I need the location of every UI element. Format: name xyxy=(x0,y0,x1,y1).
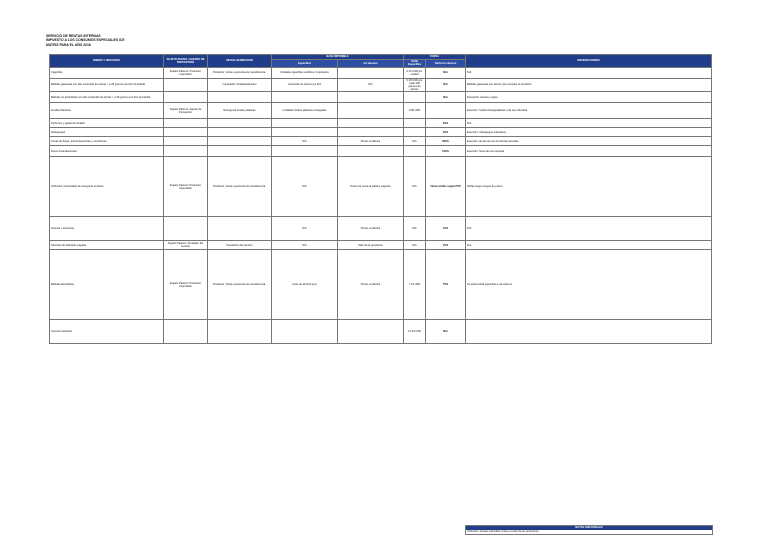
col-base-adv: Ad valorem xyxy=(338,59,404,67)
cell-bien: Aviones y avionetas xyxy=(50,217,164,241)
cell-tarifa-adv: N/A xyxy=(426,92,466,103)
cell-base-adv xyxy=(338,320,404,344)
cell-tarifa-adv: 300% xyxy=(426,137,466,146)
cell-hecho: Productor: Venta a personas de transferencia. xyxy=(208,67,272,78)
cell-tarifa-esp xyxy=(404,146,426,157)
table-row xyxy=(50,146,712,157)
cell-bien: Fundas Plásticas xyxy=(50,103,164,119)
cell-observ: Bebidas gaseosas con azúcar que cumplan la condición xyxy=(466,78,712,92)
cell-tarifa-esp: N/A xyxy=(404,157,426,217)
col-observ: OBSERVACIONES xyxy=(466,55,712,68)
cell-tarifa-esp: N/A xyxy=(404,137,426,146)
cell-observ: Exención: armas de uso de fuerzas armadas xyxy=(466,137,712,146)
cell-bien: Focos incandescentes xyxy=(50,146,164,157)
cell-sujeto xyxy=(164,146,208,157)
cell-base-adv xyxy=(338,146,404,157)
cell-sujeto xyxy=(164,320,208,344)
cell-tarifa-adv: 15% xyxy=(426,217,466,241)
cell-hecho: Prestación del servicio xyxy=(208,241,272,250)
cell-base-adv xyxy=(338,128,404,137)
cell-base-adv: Precio ex-fábrica xyxy=(338,250,404,320)
header-line-3: MATRIZ PARA EL AÑO 2016 xyxy=(46,42,91,47)
cell-base-esp xyxy=(272,128,338,137)
cell-sujeto: Sujetos Pasivos: Agente de Percepción xyxy=(164,103,208,119)
cell-base-adv: N/A xyxy=(338,78,404,92)
cell-base-esp xyxy=(272,320,338,344)
notes-text: Vehículos: la base imponible incluye el valor de los accesorios. xyxy=(467,530,540,534)
cell-tarifa-adv: N/A xyxy=(426,67,466,78)
table-row xyxy=(50,157,712,217)
table-body xyxy=(50,67,712,344)
cell-observ: N/A xyxy=(466,217,712,241)
cell-observ xyxy=(466,320,712,344)
cell-sujeto: Sujetos Pasivos: Productor, Importador xyxy=(164,250,208,320)
cell-base-adv: Precio ex-fábrica xyxy=(338,137,404,146)
cell-base-adv xyxy=(338,119,404,128)
cell-sujeto xyxy=(164,119,208,128)
cell-tarifa-adv: N/A xyxy=(426,320,466,344)
header-line-2: IMPUESTO A LOS CONSUMOS ESPECIALES ICE xyxy=(46,38,125,43)
cell-sujeto: Sujetos Pasivos: Prestador del servicio xyxy=(164,241,208,250)
cell-base-adv: Valor de la prestación xyxy=(338,241,404,250)
table-row xyxy=(50,78,712,92)
cell-hecho: Importador: Desaduanización xyxy=(208,78,272,92)
table-row xyxy=(50,250,712,320)
cell-sujeto: Sujetos Pasivos: Productor, Importador xyxy=(164,157,208,217)
cell-base-esp: N/A xyxy=(272,157,338,217)
table-row xyxy=(50,103,712,119)
col-tarifa-adv: Tarifa Ad valorem xyxy=(426,59,466,67)
cell-tarifa-adv xyxy=(426,103,466,119)
cell-base-adv: Precio ex-fábrica xyxy=(338,217,404,241)
cell-base-esp xyxy=(272,119,338,128)
table-row xyxy=(50,241,712,250)
cell-observ: Exención: videojuegos educativos xyxy=(466,128,712,137)
table-row xyxy=(50,92,712,103)
cell-observ: Exención: fundas biodegradables o de uso industrial xyxy=(466,103,712,119)
cell-hecho: Productor: Venta a personas de transferencia. xyxy=(208,250,272,320)
cell-hecho: Entrega de fundas plásticas xyxy=(208,103,272,119)
cell-hecho xyxy=(208,217,272,241)
cell-sujeto: Sujetos Pasivos: Productor, Importador xyxy=(164,67,208,78)
cell-tarifa-esp xyxy=(404,128,426,137)
cell-tarifa-esp: 0.18 USD por cada 100 gramos de azúcar xyxy=(404,78,426,92)
cell-sujeto xyxy=(164,217,208,241)
cell-base-esp: N/A xyxy=(272,241,338,250)
cell-tarifa-adv: 35% xyxy=(426,128,466,137)
cell-sujeto xyxy=(164,137,208,146)
cell-base-adv xyxy=(338,67,404,78)
cell-tarifa-adv: 15% xyxy=(426,241,466,250)
cell-base-esp: Unidades fundas plásticas entregadas xyxy=(272,103,338,119)
cell-bien: Perfumes y aguas de tocador xyxy=(50,119,164,128)
cell-observ: Se aplica tarifa específica y ad valorem xyxy=(466,250,712,320)
cell-tarifa-esp: N/A xyxy=(404,217,426,241)
cell-bien: Cigarrillos xyxy=(50,67,164,78)
cell-base-esp xyxy=(272,92,338,103)
cell-hecho xyxy=(208,320,272,344)
cell-tarifa-adv: 100% xyxy=(426,146,466,157)
col-tarifa-esp: Tarifa Específica xyxy=(404,59,426,67)
header-line-1: SERVICIO DE RENTAS INTERNAS xyxy=(46,34,101,38)
cell-hecho xyxy=(208,119,272,128)
cell-base-adv xyxy=(338,92,404,103)
cell-sujeto xyxy=(164,92,208,103)
table-row xyxy=(50,67,712,78)
notes-title: NOTAS ADICIONALES xyxy=(466,526,712,530)
cell-tarifa-esp: 0.16 USD por unidad xyxy=(404,67,426,78)
cell-tarifa-esp: 7.24 USD xyxy=(404,250,426,320)
cell-hecho xyxy=(208,146,272,157)
cell-tarifa-adv: 75% xyxy=(426,250,466,320)
cell-tarifa-esp xyxy=(404,119,426,128)
cell-bien: Servicios de televisión pagada xyxy=(50,241,164,250)
cell-base-esp: Unidades cigarrillos vendidos / importados xyxy=(272,67,338,78)
cell-bien: Videojuegos xyxy=(50,128,164,137)
cell-bien: Bebidas alcohólicas xyxy=(50,250,164,320)
cell-base-adv: Precio de venta al público sugerido xyxy=(338,157,404,217)
table-row xyxy=(50,320,712,344)
cell-base-esp xyxy=(272,146,338,157)
col-tarifa: TARIFA xyxy=(404,55,466,60)
cell-observ: N/A xyxy=(466,67,712,78)
cell-tarifa-adv: N/A xyxy=(426,78,466,92)
table-row xyxy=(50,137,712,146)
col-sujeto: SUJETO PASIVO / AGENTE DE PERCEPCIÓN xyxy=(164,55,208,68)
document-header xyxy=(46,34,125,47)
cell-observ: N/A xyxy=(466,241,712,250)
cell-tarifa-adv: Varias tarifas según PVP xyxy=(426,157,466,217)
cell-base-esp: N/A xyxy=(272,137,338,146)
cell-observ: Exención: focos de uso especial xyxy=(466,146,712,157)
cell-bien: Bebidas no alcohólicas con alto contenido de azúcar > a 25 gramos por litro de bebida xyxy=(50,92,164,103)
cell-observ: Excepción: lácteos y jugos xyxy=(466,92,712,103)
cell-base-adv xyxy=(338,103,404,119)
cell-bien: Armas de fuego, armas deportivas y municiones xyxy=(50,137,164,146)
notes-box xyxy=(465,525,713,535)
col-bienes: BIENES Y SERVICIOS xyxy=(50,55,164,68)
table-row xyxy=(50,119,712,128)
cell-base-esp: Contenido de azúcar por litro xyxy=(272,78,338,92)
cell-sujeto xyxy=(164,128,208,137)
col-hecho: HECHO GENERADOR xyxy=(208,55,272,68)
cell-bien: Cerveza industrial xyxy=(50,320,164,344)
col-base-esp: Específica xyxy=(272,59,338,67)
table-row xyxy=(50,217,712,241)
cell-observ: Tarifas según rangos de precio xyxy=(466,157,712,217)
cell-hecho xyxy=(208,92,272,103)
ice-matrix-table xyxy=(49,54,712,344)
cell-base-esp: N/A xyxy=(272,217,338,241)
cell-bien: Bebidas gaseosas con alto contenido de azúcar > a 25 gramos por litro de bebida xyxy=(50,78,164,92)
cell-tarifa-esp: 12.00 USD xyxy=(404,320,426,344)
cell-tarifa-esp: N/A xyxy=(404,241,426,250)
col-base: BASE IMPONIBLE xyxy=(272,55,404,60)
cell-sujeto xyxy=(164,78,208,92)
cell-hecho: Productor: Venta a personas de transferencia. xyxy=(208,157,272,217)
cell-tarifa-esp xyxy=(404,92,426,103)
cell-hecho xyxy=(208,137,272,146)
cell-hecho xyxy=(208,128,272,137)
cell-base-esp: Litros de alcohol puro xyxy=(272,250,338,320)
cell-tarifa-adv: 20% xyxy=(426,119,466,128)
cell-bien: Vehículos motorizados de transporte terrestre xyxy=(50,157,164,217)
cell-observ: N/A xyxy=(466,119,712,128)
table-row xyxy=(50,128,712,137)
cell-tarifa-esp: 0.08 USD xyxy=(404,103,426,119)
